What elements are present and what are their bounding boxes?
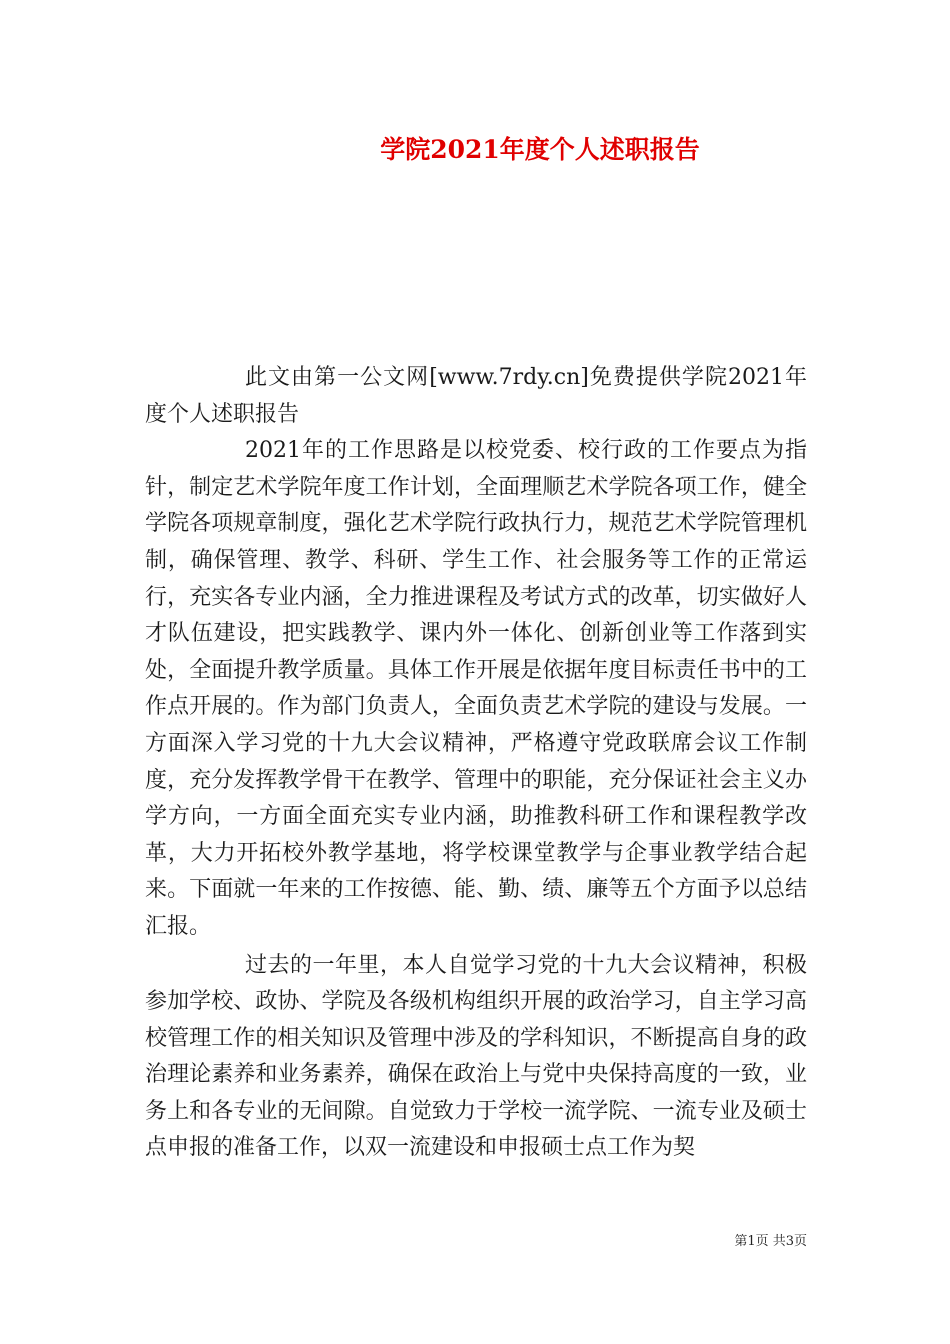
paragraph-intro: 此文由第一公文网[www.7rdy.cn]免费提供学院2021年度个人述职报告 — [145, 365, 807, 427]
paragraph-work-plan: 2021年的工作思路是以校党委、校行政的工作要点为指针，制定艺术学院年度工作计划，全面理顺艺术学院各项工作，健全学院各项规章制度，强化艺术学院行政执行力，规范艺术学院管理机制，确保管理、教学、科研、学生工作、社会服务等工作的正常运行，充实各专业内涵，全力推进课程及考试方式的改革，切实做好人才队伍建设，把实践教学、课内外一体化、创新创业等工作落到实处，全面提升教学质量。具体工作开展是依据年度目标责任书中的工作点开展的。作为部门负责人，全面负责艺术学院的建设与发展。一方面深入学习党的十九大会议精神，严格遵守党政联席会议工作制度，充分发挥教学骨干在教学、管理中的职能，充分保证社会主义办学方向，一方面全面充实专业内涵，助推教科研工作和课程教学改革，大力开拓校外教学基地，将学校课堂教学与企事业教学结合起来。下面就一年来的工作按德、能、勤、绩、廉等五个方面予以总结汇报。 — [145, 438, 807, 939]
document-body — [145, 360, 807, 1167]
paragraph-political-study: 过去的一年里，本人自觉学习党的十九大会议精神，积极参加学校、政协、学院及各级机构组织开展的政治学习，自主学习高校管理工作的相关知识及管理中涉及的学科知识，不断提高自身的政治理论素养和业务素养，确保在政治上与党中央保持高度的一致，业务上和各专业的无间隙。自觉致力于学校一流学院、一流专业及硕士点申报的准备工作，以双一流建设和申报硕士点工作为契 — [145, 952, 807, 1161]
document-title: 学院2021年度个人述职报告 — [380, 135, 700, 164]
page-number: 第1页 共3页 — [734, 1234, 807, 1249]
